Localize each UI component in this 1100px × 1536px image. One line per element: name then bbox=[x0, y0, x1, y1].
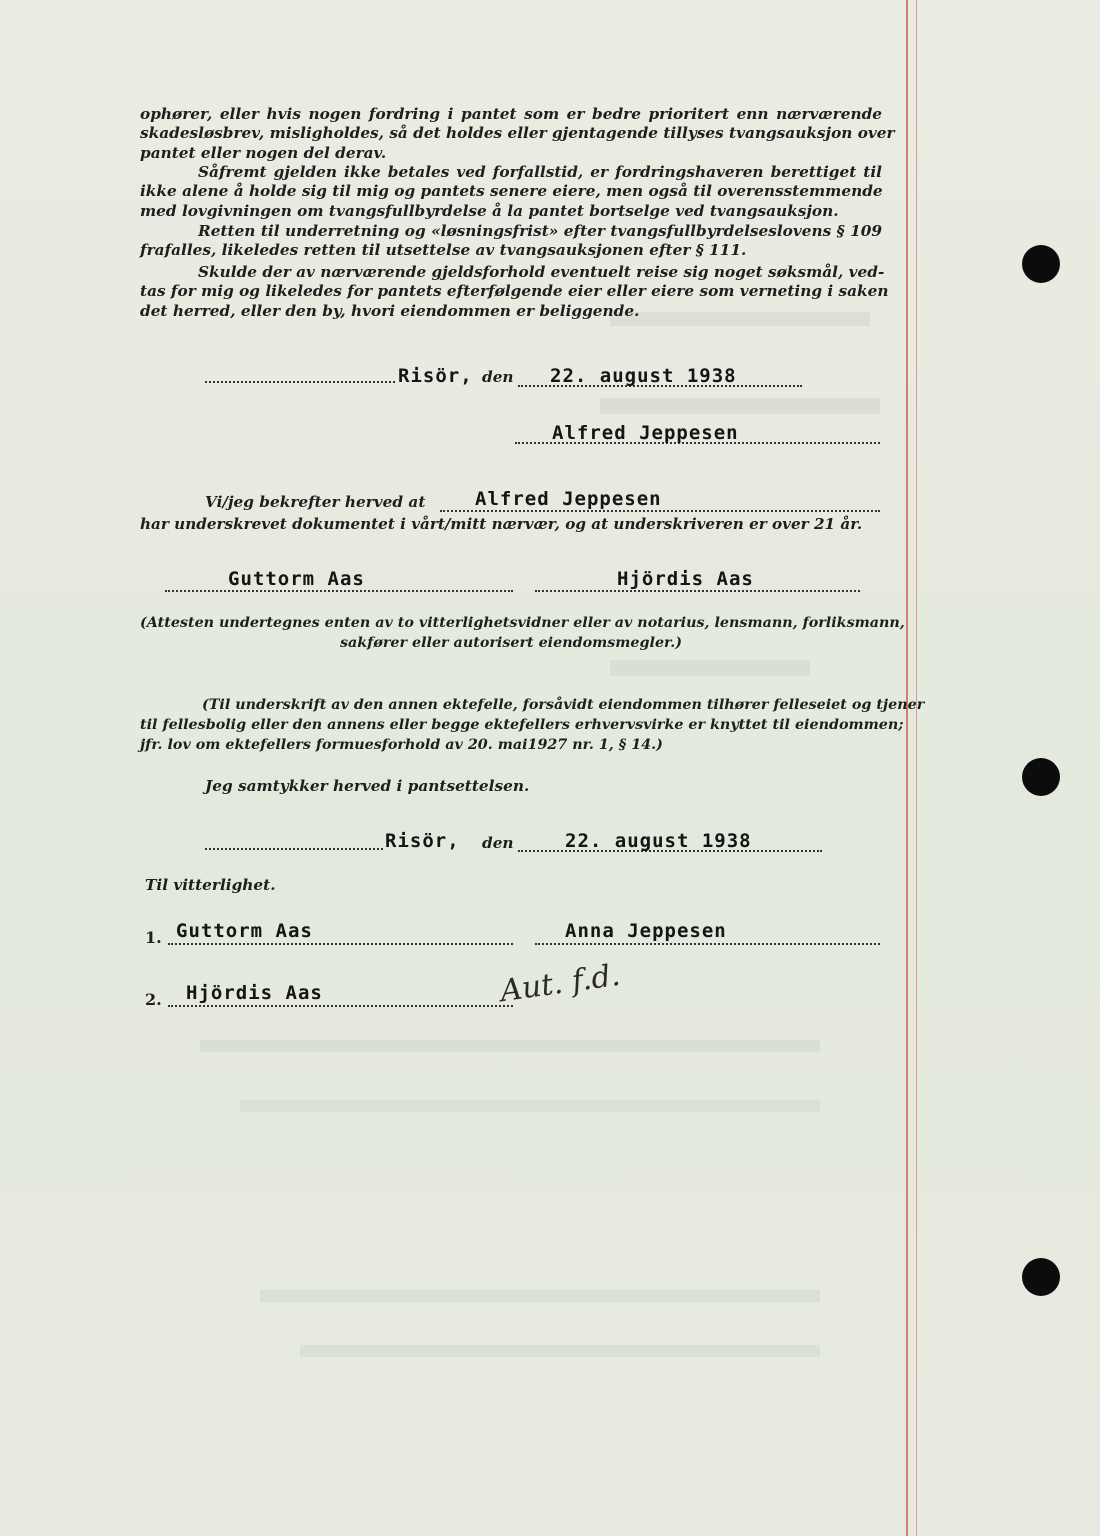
den-label-2: den bbox=[482, 834, 514, 852]
witness-1-name: Guttorm Aas bbox=[176, 920, 313, 942]
witness-line-1 bbox=[168, 943, 513, 945]
bleed-through-mark bbox=[600, 398, 880, 414]
text-line: det herred, eller den by, hvori eiendommen er beliggende. bbox=[140, 301, 640, 320]
date-field-2: 22. august 1938 bbox=[565, 830, 752, 852]
red-margin-line-inner bbox=[916, 0, 917, 1536]
note-line: (Attesten undertegnes enten av to vitterlighetsvidner eller av notarius, lensmann, forliksmann, bbox=[140, 615, 905, 631]
dotted-line bbox=[205, 381, 395, 383]
text-line: pantet eller nogen del derav. bbox=[140, 143, 387, 162]
text-line: skadesløsbrev, misligholdes, så det holdes eller gjentagende tillyses tvangsauksjon over bbox=[140, 124, 895, 143]
place-field-2: Risör, bbox=[385, 830, 460, 852]
punch-hole-top bbox=[1022, 245, 1060, 283]
confirmed-name: Alfred Jeppesen bbox=[475, 488, 662, 510]
dotted-line bbox=[205, 848, 383, 850]
text-line: ikke alene å holde sig til mig og pantets senere eiere, men også til overensstemmende bbox=[140, 182, 883, 201]
body-paragraph-2 bbox=[140, 163, 882, 221]
dotted-line bbox=[440, 510, 880, 512]
bleed-through-mark bbox=[610, 660, 810, 676]
note-line: sakfører eller autorisert eiendomsmegler.) bbox=[339, 635, 683, 651]
body-paragraph-3 bbox=[140, 222, 882, 261]
attest-note bbox=[140, 613, 905, 653]
confirmation-label: Vi/jeg bekrefter herved at bbox=[205, 493, 426, 511]
witness-line-right bbox=[535, 590, 860, 592]
text-line: med lovgivningen om tvangsfullbyrdelse å la pantet bortselge ved tvangsauksjon. bbox=[140, 201, 839, 220]
text-line: tas for mig og likeledes for pantets efterfølgende eier eller eiere som verneting i saken bbox=[140, 282, 889, 301]
witness-line-left bbox=[165, 590, 513, 592]
note-line: jfr. lov om ektefellers formuesforhold av 20. mai1927 nr. 1, § 14.) bbox=[140, 737, 663, 753]
witness-left: Guttorm Aas bbox=[228, 568, 365, 590]
spouse-line bbox=[535, 943, 880, 945]
spouse-note bbox=[140, 695, 925, 755]
red-margin-line bbox=[906, 0, 908, 1536]
witness-number-1: 1. bbox=[145, 928, 162, 947]
text-line: Skulde der av nærværende gjeldsforhold eventuelt reise sig noget søksmål, ved- bbox=[198, 263, 885, 281]
consent-text: Jeg samtykker herved i pantsettelsen. bbox=[205, 777, 530, 795]
witness-2-name: Hjördis Aas bbox=[186, 982, 323, 1004]
witness-line-2 bbox=[168, 1005, 513, 1007]
signer-name: Alfred Jeppesen bbox=[552, 422, 739, 444]
confirmation-text: har underskrevet dokumentet i vårt/mitt nærvær, og at underskriveren er over 21 år. bbox=[140, 515, 863, 533]
body-paragraph-1 bbox=[140, 105, 895, 163]
text-line: Såfremt gjelden ikke betales ved forfallstid, er fordringshaveren berettiget til bbox=[198, 163, 882, 181]
handwritten-signature: Aut. f.d. bbox=[498, 957, 623, 1010]
note-line: (Til underskrift av den annen ektefelle, forsåvidt eiendommen tilhører felleseiet og tjener bbox=[202, 697, 925, 713]
body-paragraph-4 bbox=[140, 263, 889, 321]
date-field: 22. august 1938 bbox=[550, 365, 737, 387]
bleed-through-mark bbox=[260, 1290, 820, 1302]
punch-hole-bottom bbox=[1022, 1258, 1060, 1296]
spouse-name: Anna Jeppesen bbox=[565, 920, 727, 942]
witness-number-2: 2. bbox=[145, 990, 162, 1009]
text-line: Retten til underretning og «løsningsfrist» efter tvangsfullbyrdelseslovens § 109 bbox=[198, 222, 882, 240]
witness-right: Hjördis Aas bbox=[617, 568, 754, 590]
note-line: til fellesbolig eller den annens eller begge ektefellers erhvervsvirke er knyttet til eiendommen; bbox=[140, 717, 904, 733]
place-field: Risör, bbox=[398, 365, 473, 387]
vitterlighet-label: Til vitterlighet. bbox=[145, 876, 276, 894]
bleed-through-mark bbox=[240, 1100, 820, 1112]
text-line: ophører, eller hvis nogen fordring i pantet som er bedre prioritert enn nærværende bbox=[140, 105, 882, 123]
den-label: den bbox=[482, 368, 514, 386]
bleed-through-mark bbox=[200, 1040, 820, 1052]
punch-hole-middle bbox=[1022, 758, 1060, 796]
text-line: frafalles, likeledes retten til utsettelse av tvangsauksjonen efter § 111. bbox=[140, 241, 747, 260]
bleed-through-mark bbox=[300, 1345, 820, 1357]
